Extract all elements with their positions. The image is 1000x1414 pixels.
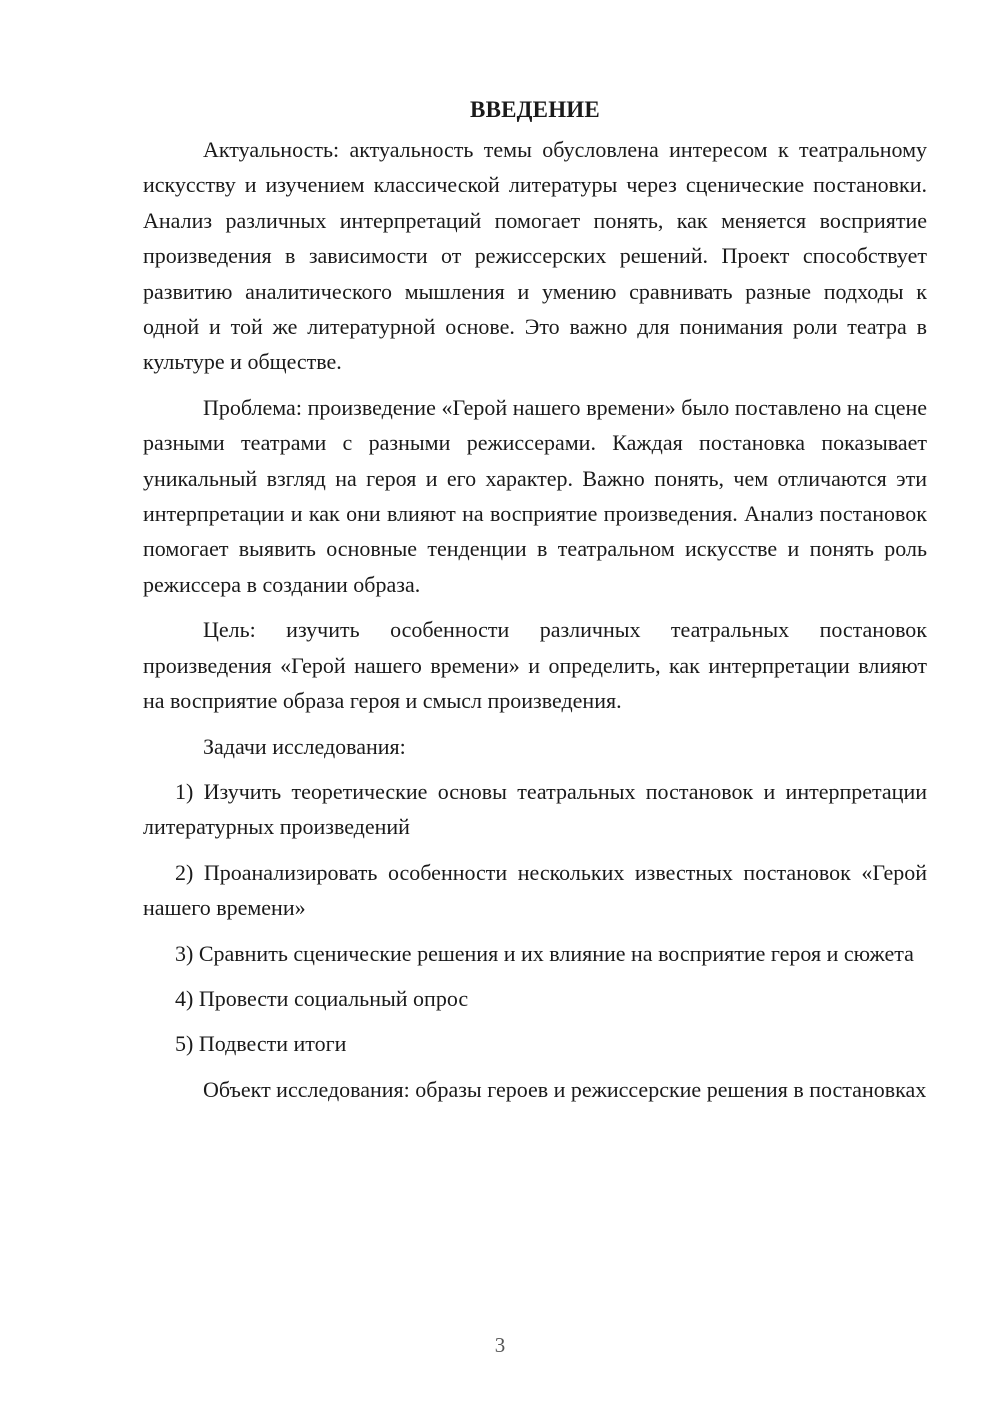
- object-paragraph: Объект исследования: образы героев и режиссерские решения в постановках: [203, 1076, 927, 1102]
- section-heading: ВВЕДЕНИЕ: [470, 97, 600, 122]
- task-item: 2) Проанализировать особенности нескольких известных постановок «Герой нашего времени»: [143, 859, 927, 921]
- task-item: 5) Подвести итоги: [175, 1031, 347, 1057]
- page-number: 3: [494, 1333, 506, 1357]
- goal-paragraph: Цель: изучить особенности различных театральных постановок произведения «Герой нашего времени» и определить, как интерпретации влияют на восприятие образа героя и смысл произведения.: [143, 617, 927, 714]
- document-page: [143, 92, 927, 1117]
- task-item: 1) Изучить теоретические основы театральных постановок и интерпретации литературных произведений: [143, 778, 927, 840]
- tasks-list: [143, 774, 927, 1062]
- task-item: 4) Провести социальный опрос: [175, 985, 469, 1011]
- problem-paragraph: Проблема: произведение «Герой нашего времени» было поставлено на сцене разными театрами с разными режиссерами. Каждая постановка показывает уникальный взгляд на героя и его характер. Важно понять, чем отличаются эти интерпретации и как они влияют на восприятие произведения. Анализ постановок помогает выявить основные тенденции в театральном искусстве и понять роль режиссера в создании образа.: [143, 394, 927, 597]
- tasks-heading: Задачи исследования:: [203, 733, 406, 759]
- relevance-paragraph: Актуальность: актуальность темы обусловлена интересом к театральному искусству и изучением классической литературы через сценические постановки. Анализ различных интерпретаций помогает понять, как меняется восприятие произведения в зависимости от режиссерских решений. Проект способствует развитию аналитического мышления и умению сравнивать разные подходы к одной и той же литературной основе. Это важно для понимания роли театра в культуре и обществе.: [143, 137, 927, 375]
- task-item: 3) Сравнить сценические решения и их влияние на восприятие героя и сюжета: [175, 940, 914, 966]
